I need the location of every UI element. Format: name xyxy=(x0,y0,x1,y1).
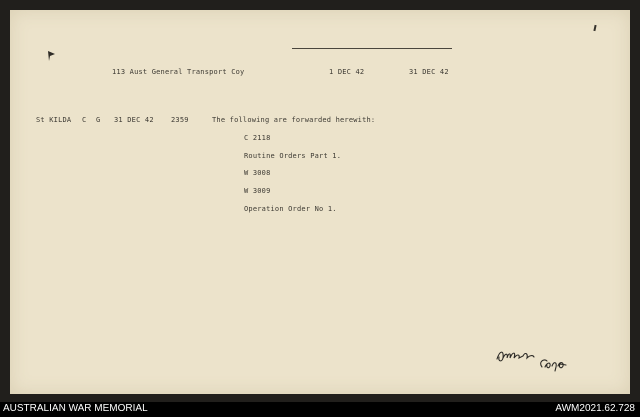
entry-time: 2359 xyxy=(171,116,189,124)
list-item: W 3009 xyxy=(244,187,271,195)
entry-code-a: C xyxy=(82,116,87,124)
list-item: Routine Orders Part 1. xyxy=(244,152,342,160)
list-item: C 2118 xyxy=(244,134,271,142)
binder-mark-icon xyxy=(47,50,57,62)
entry-code-b: G xyxy=(96,116,101,124)
document-page xyxy=(10,10,630,394)
list-item: W 3008 xyxy=(244,169,271,177)
entry-place: St KILDA xyxy=(36,116,72,124)
period-end-date: 31 DEC 42 xyxy=(409,68,449,76)
unit-name: 113 Aust General Transport Coy xyxy=(112,68,245,76)
period-start-date: 1 DEC 42 xyxy=(329,68,365,76)
entry-date: 31 DEC 42 xyxy=(114,116,154,124)
list-item: Operation Order No 1. xyxy=(244,205,337,213)
header-rule xyxy=(292,48,452,49)
handwritten-signature xyxy=(494,346,580,372)
footer-accession-number: AWM2021.62.728 xyxy=(555,403,635,414)
footer-institution-label: AUSTRALIAN WAR MEMORIAL xyxy=(3,403,148,414)
entry-text: The following are forwarded herewith: xyxy=(212,116,376,124)
